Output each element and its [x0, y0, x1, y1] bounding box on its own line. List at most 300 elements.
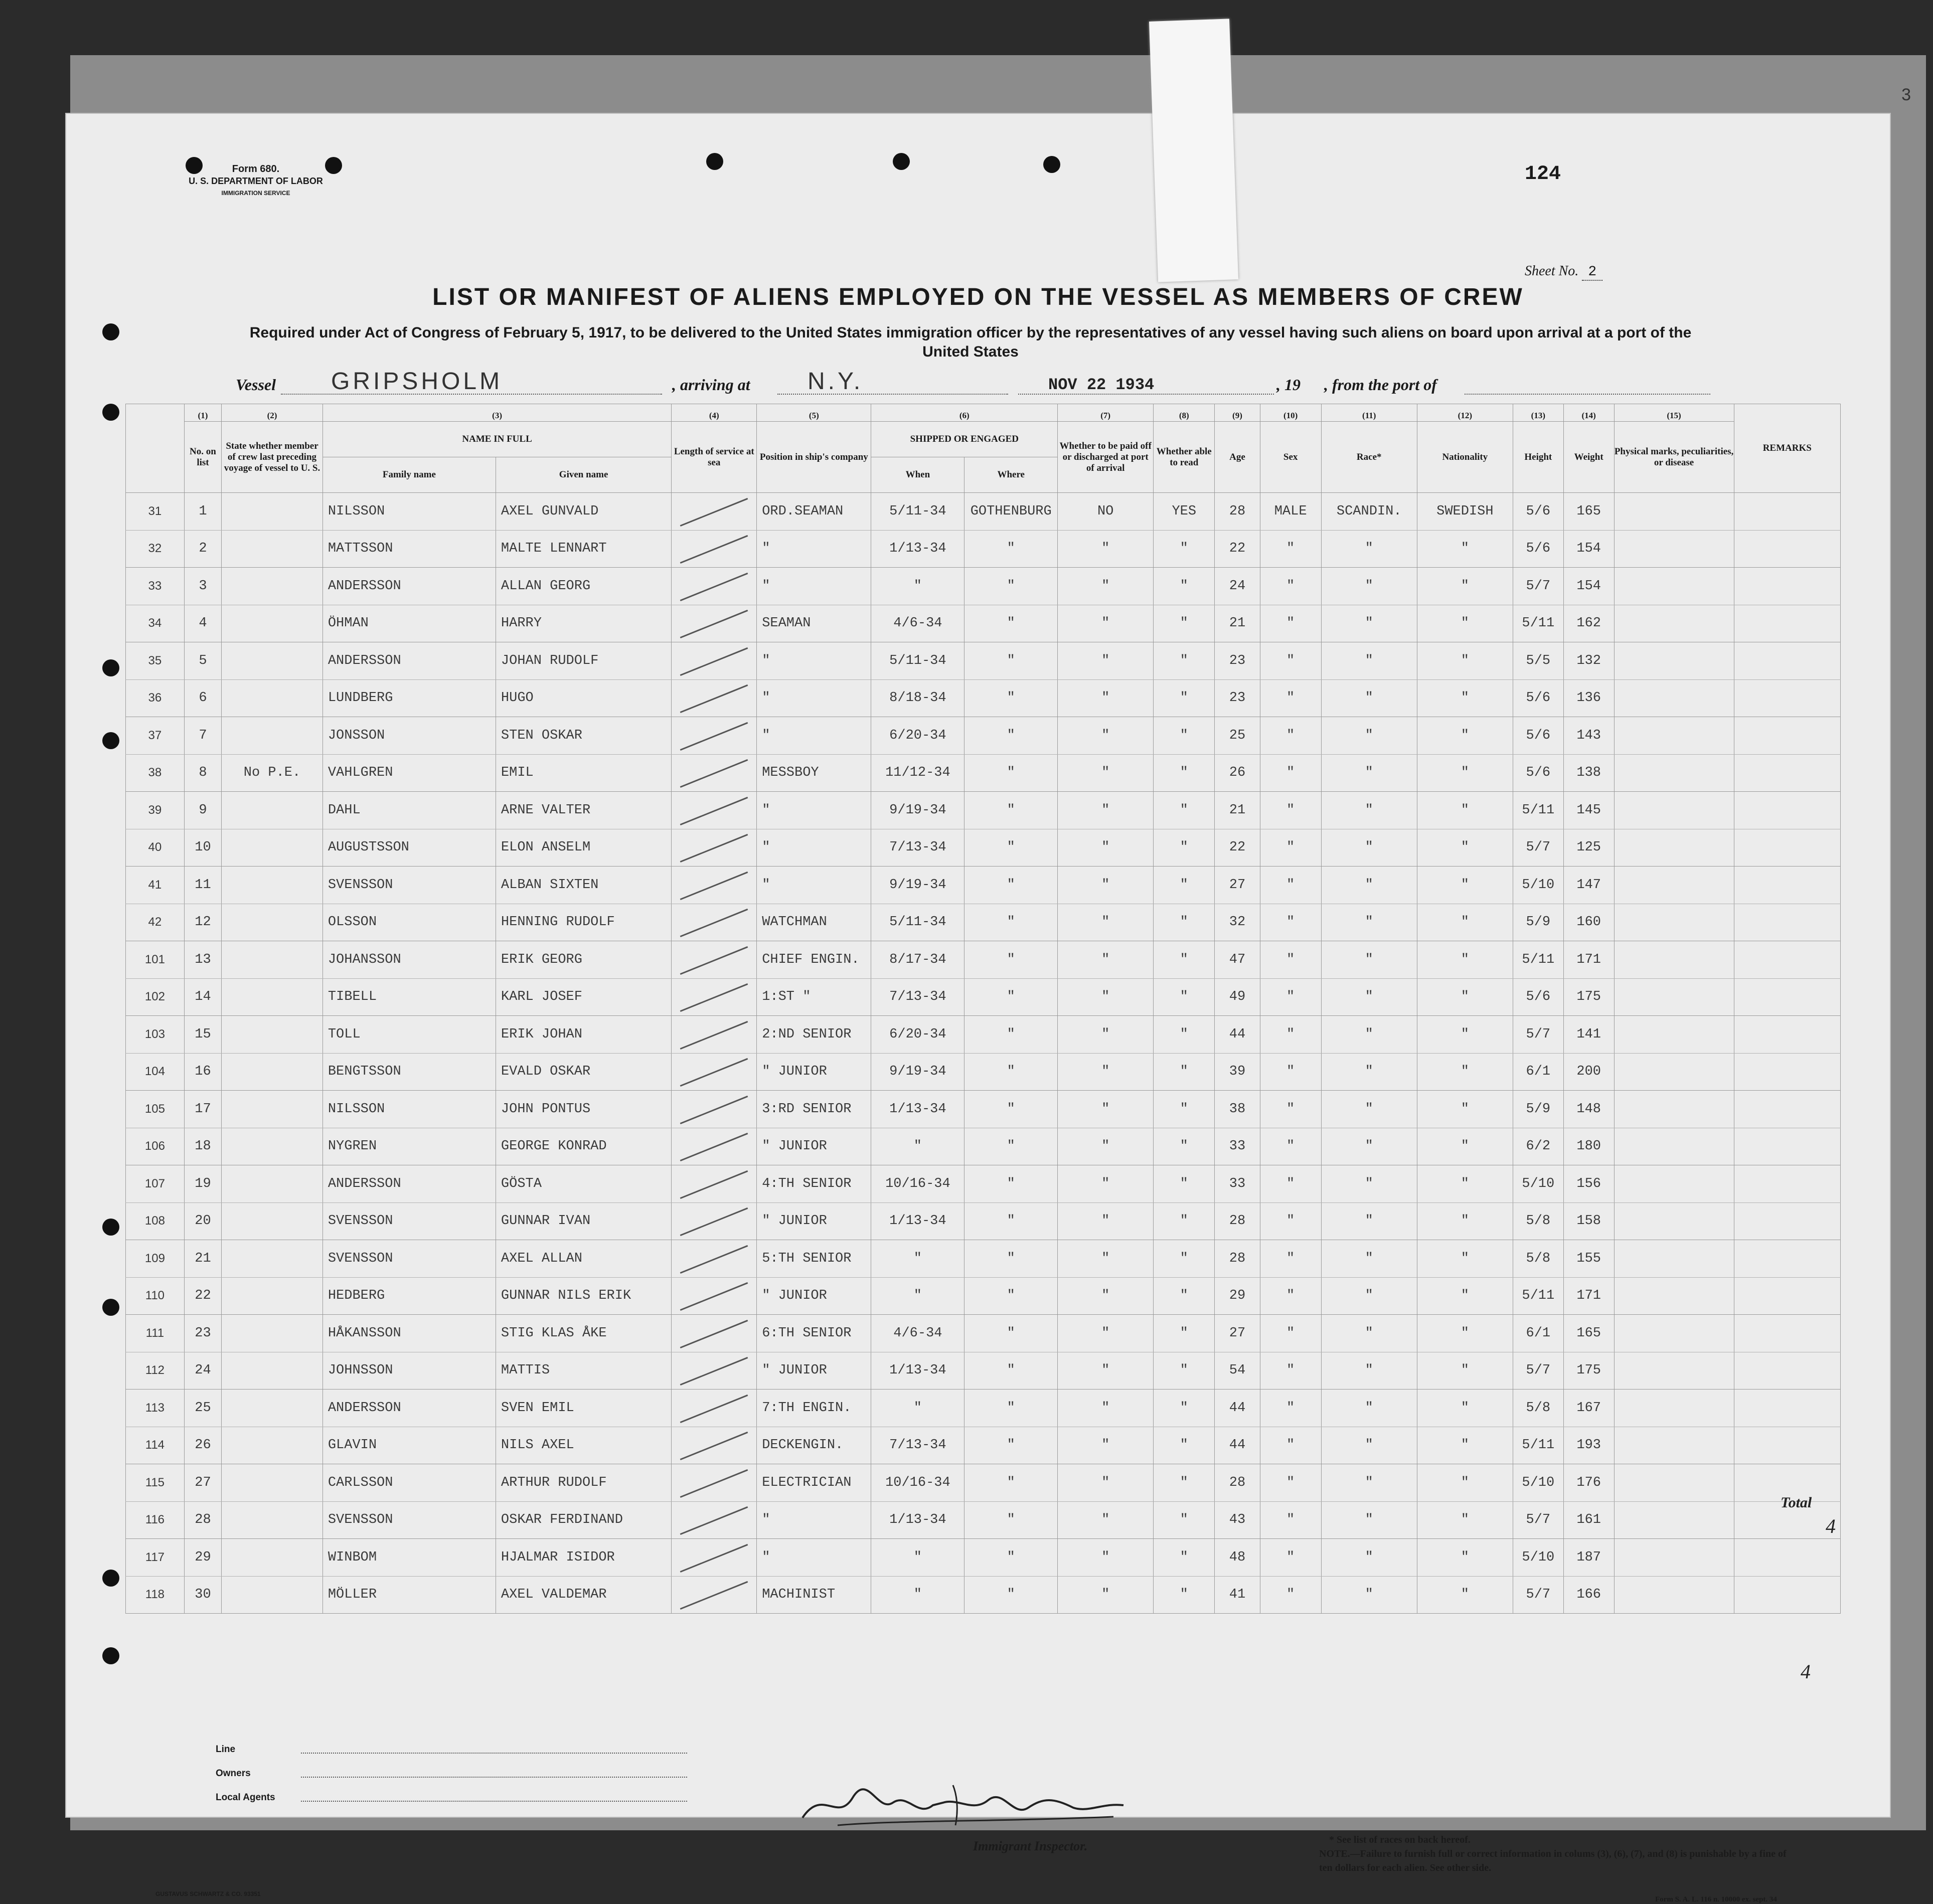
length-of-service-cell [672, 1053, 757, 1091]
nationality-cell: " [1417, 568, 1513, 605]
table-row [126, 1128, 1841, 1165]
shipped-when-cell: " [871, 1539, 964, 1577]
physical-marks-cell [1614, 530, 1734, 568]
shipped-where-cell: " [964, 642, 1058, 680]
given-name-cell: SVEN EMIL [496, 1390, 671, 1427]
weight-cell: 148 [1563, 1091, 1614, 1128]
sex-cell: " [1260, 717, 1321, 755]
length-of-service-cell [672, 754, 757, 792]
inspector-label: Immigrant Inspector. [973, 1839, 1088, 1853]
able-to-read-cell: " [1154, 941, 1215, 979]
height-cell: 5/7 [1513, 1016, 1563, 1054]
weight-header: Weight [1563, 422, 1614, 493]
row-number: 2 [184, 530, 221, 568]
sex-cell: " [1260, 754, 1321, 792]
length-of-service-cell [672, 530, 757, 568]
age-cell: 44 [1215, 1016, 1260, 1054]
sheet-number-field [1525, 263, 1602, 280]
nationality-header: Nationality [1417, 422, 1513, 493]
paid-off-cell: " [1058, 530, 1154, 568]
margin-number: 32 [126, 530, 185, 568]
able-to-read-cell: " [1154, 792, 1215, 829]
previous-voyage-cell [222, 978, 323, 1016]
remarks-cell [1734, 1390, 1841, 1427]
punch-hole [102, 1299, 119, 1316]
document-number: 124 [1525, 163, 1561, 186]
form-identifier [155, 163, 356, 199]
line-label: Line [216, 1744, 236, 1755]
row-number: 21 [184, 1240, 221, 1278]
paid-off-cell: " [1058, 717, 1154, 755]
table-row [126, 867, 1841, 904]
remarks-cell [1734, 1277, 1841, 1315]
able-to-read-cell: " [1154, 1501, 1215, 1539]
col-num-5: (5) [757, 404, 871, 422]
margin-number: 116 [126, 1501, 185, 1539]
shipped-where-cell: " [964, 792, 1058, 829]
sex-cell: " [1260, 1053, 1321, 1091]
remarks-cell [1734, 1240, 1841, 1278]
table-row [126, 717, 1841, 755]
family-name-cell: SVENSSON [323, 1501, 496, 1539]
nationality-cell: " [1417, 1091, 1513, 1128]
weight-cell: 143 [1563, 717, 1614, 755]
physical-marks-cell [1614, 1427, 1734, 1464]
weight-cell: 167 [1563, 1390, 1614, 1427]
length-of-service-cell [672, 867, 757, 904]
family-name-cell: TOLL [323, 1016, 496, 1054]
service-name: IMMIGRATION SERVICE [221, 190, 290, 197]
family-name-cell: GLAVIN [323, 1427, 496, 1464]
from-port-label: , from the port of [1324, 376, 1437, 394]
remarks-cell [1734, 1091, 1841, 1128]
height-cell: 5/10 [1513, 1539, 1563, 1577]
arriving-label: , arriving at [672, 376, 750, 394]
length-of-service-cell [672, 978, 757, 1016]
nationality-cell: " [1417, 754, 1513, 792]
length-of-service-cell [672, 1464, 757, 1502]
margin-number: 39 [126, 792, 185, 829]
table-row [126, 1352, 1841, 1390]
race-cell: " [1321, 904, 1417, 941]
table-row [126, 1576, 1841, 1614]
able-to-read-cell: " [1154, 1277, 1215, 1315]
race-cell: " [1321, 1240, 1417, 1278]
shipped-when-cell: " [871, 568, 964, 605]
able-to-read-cell: " [1154, 1576, 1215, 1614]
form-number: Form 680. [232, 163, 280, 175]
shipped-where-cell: GOTHENBURG [964, 493, 1058, 531]
given-name-cell: EVALD OSKAR [496, 1053, 671, 1091]
physical-marks-cell [1614, 1352, 1734, 1390]
physical-marks-cell [1614, 717, 1734, 755]
weight-cell: 132 [1563, 642, 1614, 680]
margin-number: 40 [126, 829, 185, 867]
age-cell: 29 [1215, 1277, 1260, 1315]
margin-number: 37 [126, 717, 185, 755]
row-number: 4 [184, 605, 221, 642]
position-cell: " [757, 568, 871, 605]
row-number: 5 [184, 642, 221, 680]
given-name-cell: EMIL [496, 754, 671, 792]
physical-marks-cell [1614, 1053, 1734, 1091]
age-cell: 28 [1215, 1202, 1260, 1240]
margin-number: 34 [126, 605, 185, 642]
sex-cell: " [1260, 568, 1321, 605]
given-name-cell: STIG KLAS ÅKE [496, 1315, 671, 1352]
able-to-read-cell: " [1154, 1240, 1215, 1278]
punch-hole [102, 1219, 119, 1236]
family-name-cell: SVENSSON [323, 867, 496, 904]
weight-cell: 193 [1563, 1427, 1614, 1464]
margin-number: 31 [126, 493, 185, 531]
shipped-when-cell: 5/11-34 [871, 493, 964, 531]
shipped-where-cell: " [964, 568, 1058, 605]
shipped-where-cell: " [964, 530, 1058, 568]
position-cell: " [757, 1501, 871, 1539]
previous-voyage-cell [222, 642, 323, 680]
given-name-header: Given name [496, 457, 671, 493]
age-cell: 54 [1215, 1352, 1260, 1390]
paid-off-cell: " [1058, 1501, 1154, 1539]
previous-voyage-cell [222, 605, 323, 642]
race-cell: " [1321, 754, 1417, 792]
height-header: Height [1513, 422, 1563, 493]
height-cell: 5/6 [1513, 754, 1563, 792]
punch-hole [706, 153, 723, 170]
nationality-cell: " [1417, 679, 1513, 717]
row-number: 30 [184, 1576, 221, 1614]
sex-cell: " [1260, 1427, 1321, 1464]
punch-hole [102, 323, 119, 340]
race-cell: " [1321, 978, 1417, 1016]
department-name: U. S. DEPARTMENT OF LABOR [189, 176, 323, 186]
margin-number: 101 [126, 941, 185, 979]
remarks-cell [1734, 605, 1841, 642]
remarks-cell [1734, 941, 1841, 979]
row-number: 8 [184, 754, 221, 792]
margin-number: 36 [126, 679, 185, 717]
able-to-read-cell: " [1154, 829, 1215, 867]
position-cell: DECKENGIN. [757, 1427, 871, 1464]
shipped-when-cell: 7/13-34 [871, 1427, 964, 1464]
page-title: LIST OR MANIFEST OF ALIENS EMPLOYED ON THE VESSEL AS MEMBERS OF CREW [432, 284, 1524, 310]
table-row [126, 1240, 1841, 1278]
remarks-cell [1734, 904, 1841, 941]
able-to-read-cell: " [1154, 642, 1215, 680]
shipped-where-cell: " [964, 1091, 1058, 1128]
length-of-service-cell [672, 829, 757, 867]
table-row [126, 1053, 1841, 1091]
previous-voyage-cell [222, 1427, 323, 1464]
col-num-1: (1) [184, 404, 221, 422]
length-of-service-cell [672, 1501, 757, 1539]
length-of-service-cell [672, 717, 757, 755]
agents-label: Local Agents [216, 1792, 275, 1803]
remarks-cell [1734, 1315, 1841, 1352]
shipped-where-cell: " [964, 1539, 1058, 1577]
height-cell: 5/7 [1513, 1576, 1563, 1614]
nationality-cell: " [1417, 1352, 1513, 1390]
remarks-cell [1734, 1016, 1841, 1054]
able-to-read-cell: " [1154, 1427, 1215, 1464]
owners-field [216, 1762, 687, 1786]
race-cell: " [1321, 679, 1417, 717]
shipped-when-cell: 7/13-34 [871, 978, 964, 1016]
position-cell: 4:TH SENIOR [757, 1165, 871, 1203]
race-cell: " [1321, 1539, 1417, 1577]
height-cell: 5/11 [1513, 605, 1563, 642]
shipped-where-cell: " [964, 605, 1058, 642]
age-cell: 43 [1215, 1501, 1260, 1539]
given-name-cell: ERIK JOHAN [496, 1016, 671, 1054]
shipped-when-cell: 4/6-34 [871, 605, 964, 642]
height-cell: 5/7 [1513, 829, 1563, 867]
physical-marks-cell [1614, 941, 1734, 979]
nationality-cell: " [1417, 1053, 1513, 1091]
shipped-where-cell: " [964, 1390, 1058, 1427]
remarks-cell [1734, 1352, 1841, 1390]
sex-cell: " [1260, 1165, 1321, 1203]
sex-cell: " [1260, 941, 1321, 979]
sex-cell: " [1260, 1390, 1321, 1427]
shipped-when-cell: 7/13-34 [871, 829, 964, 867]
weight-cell: 176 [1563, 1464, 1614, 1502]
position-cell: " [757, 642, 871, 680]
family-name-cell: ANDERSSON [323, 1390, 496, 1427]
tape-strip [1149, 19, 1238, 282]
physical-marks-cell [1614, 1128, 1734, 1165]
shipped-where-cell: " [964, 1464, 1058, 1502]
margin-number: 115 [126, 1464, 185, 1502]
given-name-cell: JOHAN RUDOLF [496, 642, 671, 680]
agents-field [216, 1786, 687, 1810]
height-cell: 6/1 [1513, 1053, 1563, 1091]
length-of-service-cell [672, 605, 757, 642]
margin-number: 112 [126, 1352, 185, 1390]
given-name-cell: AXEL ALLAN [496, 1240, 671, 1278]
height-cell: 5/10 [1513, 867, 1563, 904]
margin-number: 114 [126, 1427, 185, 1464]
paid-off-cell: " [1058, 754, 1154, 792]
sheet-number: 2 [1582, 264, 1602, 281]
table-row [126, 1165, 1841, 1203]
height-cell: 5/11 [1513, 1277, 1563, 1315]
previous-voyage-cell [222, 1202, 323, 1240]
sex-cell: " [1260, 530, 1321, 568]
nationality-cell: " [1417, 1016, 1513, 1054]
given-name-cell: KARL JOSEF [496, 978, 671, 1016]
nationality-cell: " [1417, 1539, 1513, 1577]
where-header: Where [964, 457, 1058, 493]
age-cell: 28 [1215, 1240, 1260, 1278]
physical-marks-cell [1614, 829, 1734, 867]
remarks-cell [1734, 792, 1841, 829]
race-cell: " [1321, 1277, 1417, 1315]
shipped-when-cell: " [871, 1128, 964, 1165]
shipped-where-cell: " [964, 1315, 1058, 1352]
family-name-cell: SVENSSON [323, 1202, 496, 1240]
remarks-cell [1734, 1576, 1841, 1614]
table-row [126, 1427, 1841, 1464]
length-of-service-cell [672, 1091, 757, 1128]
able-to-read-cell: " [1154, 1091, 1215, 1128]
given-name-cell: AXEL VALDEMAR [496, 1576, 671, 1614]
able-to-read-cell: " [1154, 978, 1215, 1016]
race-cell: " [1321, 1202, 1417, 1240]
when-header: When [871, 457, 964, 493]
family-name-cell: BENGTSSON [323, 1053, 496, 1091]
sex-cell: " [1260, 605, 1321, 642]
length-of-service-cell [672, 1128, 757, 1165]
row-number: 25 [184, 1390, 221, 1427]
vessel-line [236, 368, 1710, 399]
from-port-rule [1465, 394, 1710, 395]
able-to-read-cell: " [1154, 717, 1215, 755]
race-cell: " [1321, 1165, 1417, 1203]
length-of-service-cell [672, 493, 757, 531]
height-cell: 5/8 [1513, 1202, 1563, 1240]
age-cell: 33 [1215, 1128, 1260, 1165]
table-row [126, 642, 1841, 680]
able-to-read-cell: " [1154, 568, 1215, 605]
corner-number: 3 [1901, 85, 1911, 104]
shipped-where-cell: " [964, 1277, 1058, 1315]
age-cell: 41 [1215, 1576, 1260, 1614]
age-cell: 28 [1215, 1464, 1260, 1502]
paid-off-cell: " [1058, 1352, 1154, 1390]
paid-off-cell: " [1058, 1427, 1154, 1464]
physical-marks-cell [1614, 1091, 1734, 1128]
row-number: 12 [184, 904, 221, 941]
date-stamp: NOV 22 1934 [1048, 376, 1155, 394]
family-name-cell: ANDERSSON [323, 568, 496, 605]
position-cell: " JUNIOR [757, 1277, 871, 1315]
physical-marks-cell [1614, 1315, 1734, 1352]
remarks-header: REMARKS [1734, 404, 1841, 493]
age-header: Age [1215, 422, 1260, 493]
paid-off-cell: " [1058, 792, 1154, 829]
agents-rule [301, 1800, 687, 1802]
family-name-cell: TIBELL [323, 978, 496, 1016]
position-cell: MACHINIST [757, 1576, 871, 1614]
failure-note: NOTE.—Failure to furnish full or correct information in colums (3), (6), (7), and (8) is punishable by a fine of ten dollars for each alien. See other side. [1319, 1848, 1787, 1873]
row-number: 22 [184, 1277, 221, 1315]
nationality-cell: " [1417, 1240, 1513, 1278]
family-name-cell: JONSSON [323, 717, 496, 755]
length-of-service-cell [672, 904, 757, 941]
position-cell: " [757, 792, 871, 829]
table-row [126, 530, 1841, 568]
nationality-cell: " [1417, 530, 1513, 568]
shipped-when-cell: 8/17-34 [871, 941, 964, 979]
row-number: 11 [184, 867, 221, 904]
position-cell: SEAMAN [757, 605, 871, 642]
margin-number: 106 [126, 1128, 185, 1165]
position-header: Position in ship's company [757, 422, 871, 493]
position-cell: " [757, 530, 871, 568]
sex-cell: " [1260, 1277, 1321, 1315]
remarks-cell [1734, 1053, 1841, 1091]
shipped-where-cell: " [964, 1128, 1058, 1165]
given-name-cell: ARNE VALTER [496, 792, 671, 829]
weight-cell: 147 [1563, 867, 1614, 904]
position-cell: 1:ST " [757, 978, 871, 1016]
shipped-where-cell: " [964, 1427, 1058, 1464]
table-row [126, 829, 1841, 867]
nationality-cell: " [1417, 1576, 1513, 1614]
family-name-cell: JOHANSSON [323, 941, 496, 979]
col-num-14: (14) [1563, 404, 1614, 422]
shipped-when-cell: 5/11-34 [871, 642, 964, 680]
margin-number: 102 [126, 978, 185, 1016]
row-number: 1 [184, 493, 221, 531]
sex-cell: " [1260, 1091, 1321, 1128]
previous-voyage-cell [222, 867, 323, 904]
race-cell: " [1321, 1091, 1417, 1128]
physical-marks-cell [1614, 867, 1734, 904]
length-of-service-cell [672, 1165, 757, 1203]
paid-off-cell: " [1058, 605, 1154, 642]
paid-off-cell: " [1058, 1016, 1154, 1054]
family-name-cell: NYGREN [323, 1128, 496, 1165]
physical-marks-cell [1614, 1165, 1734, 1203]
weight-cell: 155 [1563, 1240, 1614, 1278]
able-to-read-cell: " [1154, 754, 1215, 792]
shipped-where-cell: " [964, 941, 1058, 979]
sex-cell: " [1260, 867, 1321, 904]
length-of-service-cell [672, 792, 757, 829]
paid-off-cell: " [1058, 1091, 1154, 1128]
paid-off-cell: " [1058, 1277, 1154, 1315]
margin-number: 103 [126, 1016, 185, 1054]
length-of-service-cell [672, 1390, 757, 1427]
table-row [126, 978, 1841, 1016]
previous-voyage-cell [222, 530, 323, 568]
given-name-cell: ELON ANSELM [496, 829, 671, 867]
family-name-cell: SVENSSON [323, 1240, 496, 1278]
shipped-when-cell: 9/19-34 [871, 1053, 964, 1091]
paid-off-cell: " [1058, 1165, 1154, 1203]
able-to-read-cell: " [1154, 1390, 1215, 1427]
paid-off-cell: " [1058, 1053, 1154, 1091]
age-cell: 47 [1215, 941, 1260, 979]
shipped-where-cell: " [964, 1240, 1058, 1278]
position-cell: MESSBOY [757, 754, 871, 792]
sex-cell: " [1260, 1576, 1321, 1614]
weight-cell: 171 [1563, 941, 1614, 979]
race-cell: " [1321, 1053, 1417, 1091]
age-cell: 44 [1215, 1427, 1260, 1464]
previous-voyage-cell: No P.E. [222, 754, 323, 792]
position-cell: " JUNIOR [757, 1202, 871, 1240]
sex-cell: MALE [1260, 493, 1321, 531]
height-cell: 5/7 [1513, 1501, 1563, 1539]
sex-cell: " [1260, 1501, 1321, 1539]
row-number: 28 [184, 1501, 221, 1539]
col-num-6: (6) [871, 404, 1058, 422]
row-number: 15 [184, 1016, 221, 1054]
height-cell: 5/6 [1513, 679, 1563, 717]
shipped-where-cell: " [964, 829, 1058, 867]
position-cell: ELECTRICIAN [757, 1464, 871, 1502]
table-row [126, 1315, 1841, 1352]
given-name-cell: GEORGE KONRAD [496, 1128, 671, 1165]
able-to-read-header: Whether able to read [1154, 422, 1215, 493]
table-row [126, 904, 1841, 941]
weight-cell: 180 [1563, 1128, 1614, 1165]
table-row [126, 1501, 1841, 1539]
